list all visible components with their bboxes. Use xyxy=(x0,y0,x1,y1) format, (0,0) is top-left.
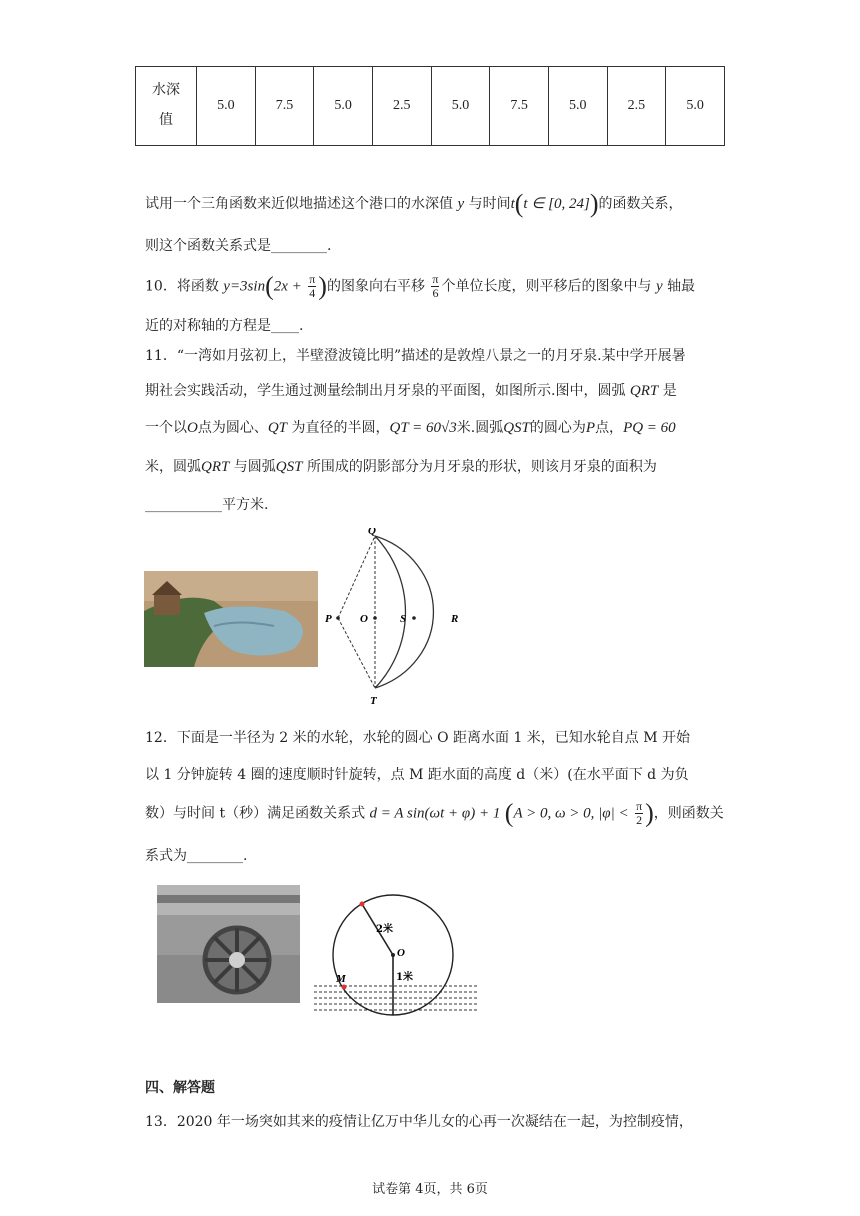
q11-text: 点， xyxy=(595,420,624,436)
water-wheel-diagram xyxy=(310,880,480,1022)
q11-text: 米，圆弧 xyxy=(145,459,201,475)
q10-prefix: 10．将函数 xyxy=(145,278,219,295)
section-title: 四、解答题 xyxy=(145,1080,215,1096)
table-cell: 5.0 xyxy=(666,67,725,146)
q11-text: 一个以 xyxy=(145,420,187,436)
table-cell: 5.0 xyxy=(197,67,256,146)
q12-line4: 系式为________. xyxy=(145,848,248,864)
q11-line1: 11．“一湾如月弦初上，半壁澄波镜比明”描述的是敦煌八景之一的月牙泉.某中学开展暑 xyxy=(145,348,686,364)
q10-mid: 的图象向右平移 xyxy=(326,278,425,295)
q12-line2: 以 1 分钟旋转 4 圈的速度顺时针旋转，点 M 距水面的高度 d（米）(在水平面下 d 为负 xyxy=(145,767,689,783)
q10-func-lhs: y=3sin xyxy=(223,278,266,295)
q12-condition: A > 0, ω > 0, |φ| < xyxy=(513,805,629,822)
label-s: S xyxy=(400,613,407,625)
q9-line2: 则这个函数关系式是________. xyxy=(145,238,332,254)
q10-var-y: y xyxy=(655,278,663,295)
q10-after: 个单位长度，则平移后的图象中与 xyxy=(441,278,652,295)
q11-line5: ___________平方米. xyxy=(145,497,269,513)
table-cell: 5.0 xyxy=(548,67,607,146)
q10-frac-den: 4 xyxy=(309,286,316,300)
q11-qt-eq: QT = 60√3 xyxy=(389,420,457,436)
page-footer: 试卷第 4页，共 6页 xyxy=(372,1182,488,1197)
table-cell: 2.5 xyxy=(607,67,666,146)
label-m: M xyxy=(336,973,346,985)
label-r: R xyxy=(451,613,459,625)
table-cell: 5.0 xyxy=(314,67,373,146)
label-q: Q xyxy=(368,528,376,537)
q12-text: ，则函数关 xyxy=(653,805,724,822)
q11-line4 xyxy=(145,456,657,476)
q9-var-t: t xyxy=(510,196,515,212)
q9-text-c: 的函数关系， xyxy=(598,196,683,212)
q11-line3 xyxy=(145,417,676,437)
q10-fraction-pi-6 xyxy=(431,273,439,300)
q13-line1: 13．2020 年一场突如其来的疫情让亿万中华儿女的心再一次凝结在一起，为控制疫情， xyxy=(145,1114,693,1130)
q10-tail: 轴最 xyxy=(667,278,696,295)
table-cell: 7.5 xyxy=(255,67,314,146)
label-o: O xyxy=(360,613,368,625)
q12-text: 数）与时间 t（秒）满足函数关系式 xyxy=(145,805,366,822)
q11-text: 为直径的半圆， xyxy=(291,420,390,436)
table-label-line2: 值 xyxy=(159,113,173,128)
q12-line3: 数）与时间 t（秒）满足函数关系式 d = A sin(ωt + φ) + 1 (A > 0, ω > 0, |φ| < $\frac{\pi}{2}$ )，则函数关 xyxy=(145,798,724,828)
q11-arc-qst: QST xyxy=(503,420,530,436)
q11-text: 期社会实践活动，学生通过测量绘制出月牙泉的平面图，如图所示.图中，圆弧 xyxy=(145,383,626,399)
q10-line1: 10．将函数 y=3sin(2x + $\frac{\pi}{4}$ )的图象向右平移 $\frac{\pi}{6}$ 个单位长度，则平移后的图象中与 y 轴最 xyxy=(145,271,696,301)
label-radius: 2米 xyxy=(376,924,393,935)
q11-arc-qrt: QRT xyxy=(629,383,659,399)
label-center-o: O xyxy=(397,947,405,959)
q10-line2: 近的对称轴的方程是____. xyxy=(145,318,304,334)
crescent-lake-photo xyxy=(144,571,318,667)
q9-var-y: y xyxy=(457,196,465,212)
table-label-cell xyxy=(136,67,197,146)
q10-fraction-pi-4 xyxy=(308,273,316,300)
q11-text: 是 xyxy=(662,383,677,399)
q11-pq-eq: PQ = 60 xyxy=(623,420,676,436)
depth-table xyxy=(135,66,725,146)
q10-frac2-num: π xyxy=(432,272,439,286)
q11-arc-qst: QST xyxy=(275,459,303,475)
water-wheel-photo xyxy=(157,885,300,1003)
q10-frac2-den: 6 xyxy=(432,286,439,300)
label-p: P xyxy=(325,613,332,625)
crescent-diagram xyxy=(320,528,470,710)
q9-interval: t ∈ [0, 24] xyxy=(523,196,590,212)
table-label-line1: 水深 xyxy=(152,83,180,98)
q12-line1: 12．下面是一半径为 2 米的水轮，水轮的圆心 O 距离水面 1 米，已知水轮自点 M 开始 xyxy=(145,730,691,746)
q9-text-b: 与时间 xyxy=(468,196,511,212)
q11-text: 米.圆弧 xyxy=(456,420,504,436)
q11-line2 xyxy=(145,380,677,400)
q11-text: 与圆弧 xyxy=(233,459,276,475)
q11-qt: QT xyxy=(267,420,288,436)
q10-func-inner: 2x + xyxy=(273,278,302,295)
q11-p: P xyxy=(585,420,596,436)
table-cell: 5.0 xyxy=(431,67,490,146)
q11-text: 所围成的阴影部分为月牙泉的形状，则该月牙泉的面积为 xyxy=(306,459,657,475)
q11-o: O xyxy=(187,420,198,436)
label-t: T xyxy=(370,695,377,707)
q12-frac-den: 2 xyxy=(636,813,643,827)
label-depth: 1米 xyxy=(396,972,413,983)
q12-formula: d = A sin(ωt + φ) + 1 xyxy=(369,805,501,822)
q11-text: 点为圆心、 xyxy=(197,420,268,436)
table-row xyxy=(136,67,725,146)
q9-line1: 试用一个三角函数来近似地描述这个港口的水深值 y 与时间t(t ∈ [0, 24])的函数关系， xyxy=(145,189,683,218)
q12-frac-num: π xyxy=(636,799,643,813)
q10-frac-num: π xyxy=(309,272,316,286)
q9-text-a: 试用一个三角函数来近似地描述这个港口的水深值 xyxy=(145,196,453,212)
table-cell: 7.5 xyxy=(490,67,549,146)
q12-fraction-pi-2 xyxy=(635,800,643,827)
q11-text: 的圆心为 xyxy=(529,420,586,436)
q11-arc-qrt: QRT xyxy=(201,459,230,475)
table-cell: 2.5 xyxy=(372,67,431,146)
